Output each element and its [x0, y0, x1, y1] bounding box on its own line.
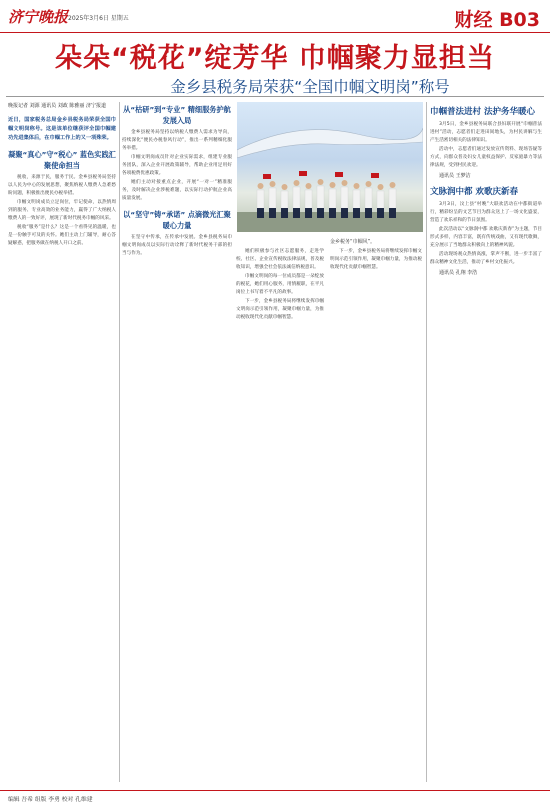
issue-date: 2025年3月6日 星期五: [68, 15, 129, 22]
subheading: 巾帼普法进村 法护务华暖心: [430, 107, 535, 117]
body-paragraph: 她们主动对接重点企业，开展“一对一”精准服务，及时解决企业涉税难题，以实际行动护航企业高质量发展。: [122, 180, 232, 201]
subheading: 以“坚守”铸“承诺” 点滴微光汇聚暖心力量: [123, 210, 231, 230]
body-paragraph: 3月5日，金乡县税务局联合县妇联开展“巾帼普法进村”活动，志愿者们走进田间地头，为村民讲解与生产生活密切相关的法律知识。: [430, 122, 542, 143]
group-of-people-graphic: [237, 160, 423, 232]
subheading: 从“枯研”到“专业” 精细服务护航发展入局: [123, 105, 231, 125]
body-paragraph: 金乡县税务局坚持以纳税人缴费人需求为导向，持续深化“便民办税春风行动”，推出一系列精细化服务举措。: [122, 130, 232, 151]
body-paragraph: 税收，来源于民，服务于民。金乡县税务局坚持以人民为中心的发展思想，聚焦纳税人缴费人急难愁盼问题，积极推出便民办税举措。: [8, 175, 116, 196]
body-paragraph: 活动现场观众热情高涨，掌声不断，进一步丰富了群众精神文化生活，推动了乡村文化振兴。: [430, 252, 542, 265]
footer-rule: [0, 790, 550, 791]
body-paragraph: 下一步，金乡县税务局将继续发挥巾帼文明岗示范引领作用，凝聚巾帼力量，为推动税收现代化贡献巾帼智慧。: [236, 299, 324, 320]
byline: 通讯员 王梦洁: [439, 173, 471, 179]
body-paragraph: 3月3日，汶上县“村晚”大联欢活动在中都街道举行，精彩纷呈的文艺节目为群众送上了一场文化盛宴，营造了欢乐祥和的节日氛围。: [430, 202, 542, 223]
lead-paragraph: 近日，国家税务总局金乡县税务局荣获全国巾帼文明岗称号。这是该单位继获评全国巾帼建功先进集体后，在巾帼工作上的又一项殊荣。: [8, 117, 116, 141]
subheading: 文脉润中都 欢歌庆新春: [430, 187, 518, 197]
body-paragraph: 此次活动以“文脉润中都 欢歌庆新春”为主题，节目形式多样，内容丰富，既有传统戏曲，又有现代歌舞，充分展示了当地群众积极向上的精神风貌。: [430, 227, 542, 248]
subheading: 凝聚“真心”守“税心” 蓝色实践汇聚使命担当: [8, 150, 116, 170]
column-rule: [426, 102, 427, 782]
byline: 晚报记者 刘源 通讯员 刘政 陈雅丽 济宁报道: [8, 103, 106, 109]
column-four: [430, 102, 542, 782]
section-label: 财经 B03: [454, 9, 540, 31]
byline: 通讯员 孔翔 李浩: [439, 270, 478, 276]
body-paragraph: 活动中，志愿者们通过发放宣传资料、现场答疑等方式，向群众普及妇女儿童权益保护、反家庭暴力等法律法规，受到村民欢迎。: [430, 147, 542, 168]
body-paragraph: 巾帼文明岗成员立足岗位，牢记使命，以热情周到的服务、专业高效的业务能力，赢得了广大纳税人缴费人的一致好评，展现了新时代税务巾帼的风采。: [8, 200, 116, 221]
body-paragraph: 税收“服务”是什么？这是一个看得见的温暖，也是一份触手可及的关怀。她们主动上门辅导，耐心答疑解惑，把服务做在纳税人开口之前。: [8, 225, 116, 246]
body-paragraph: 在坚守中传承，在传承中发展。金乡县税务局巾帼文明岗成员以实际行动诠释了新时代税务干部的担当与作为。: [122, 235, 232, 256]
footer-credits: 编辑 吾希 组版 李勇 校对 孔维建: [8, 797, 93, 803]
column-two: [122, 102, 232, 522]
column-rule: [119, 102, 120, 782]
headline: 朵朵“税花”绽芳华 巾帼聚力显担当: [55, 43, 495, 74]
newspaper-logo: 济宁晚报: [8, 8, 69, 26]
news-photo: [237, 102, 423, 232]
column-one: [8, 102, 116, 402]
photo-caption: 金乡税务“巾帼风”。: [330, 239, 376, 245]
building-roof-graphic: [237, 120, 423, 160]
body-paragraph: 巾帼文明岗的每一位成员都是一朵绽放的税花，她们用心服务，用情履职，在平凡岗位上书写着不平凡的故事。: [236, 274, 324, 295]
headline-divider: [6, 96, 544, 97]
subheadline: 金乡县税务局荣获“全国巾帼文明岗”称号: [170, 78, 450, 96]
body-paragraph: 巾帼文明岗成员针对企业实际需求，组建专业服务团队，深入企业开展政策辅导，帮助企业用足用好各项税费优惠政策。: [122, 155, 232, 176]
column-three-b: [330, 248, 422, 768]
masthead: [0, 0, 550, 33]
column-three: [236, 248, 324, 768]
body-paragraph: 她们积极参与社区志愿服务，走进学校、社区、企业宣传税收法律法规，普及税收知识，增强全社会依法诚信纳税意识。: [236, 249, 324, 270]
body-paragraph: 下一步，金乡县税务局将继续发挥巾帼文明岗示范引领作用，凝聚巾帼力量，为推动税收现代化贡献巾帼智慧。: [330, 249, 422, 270]
